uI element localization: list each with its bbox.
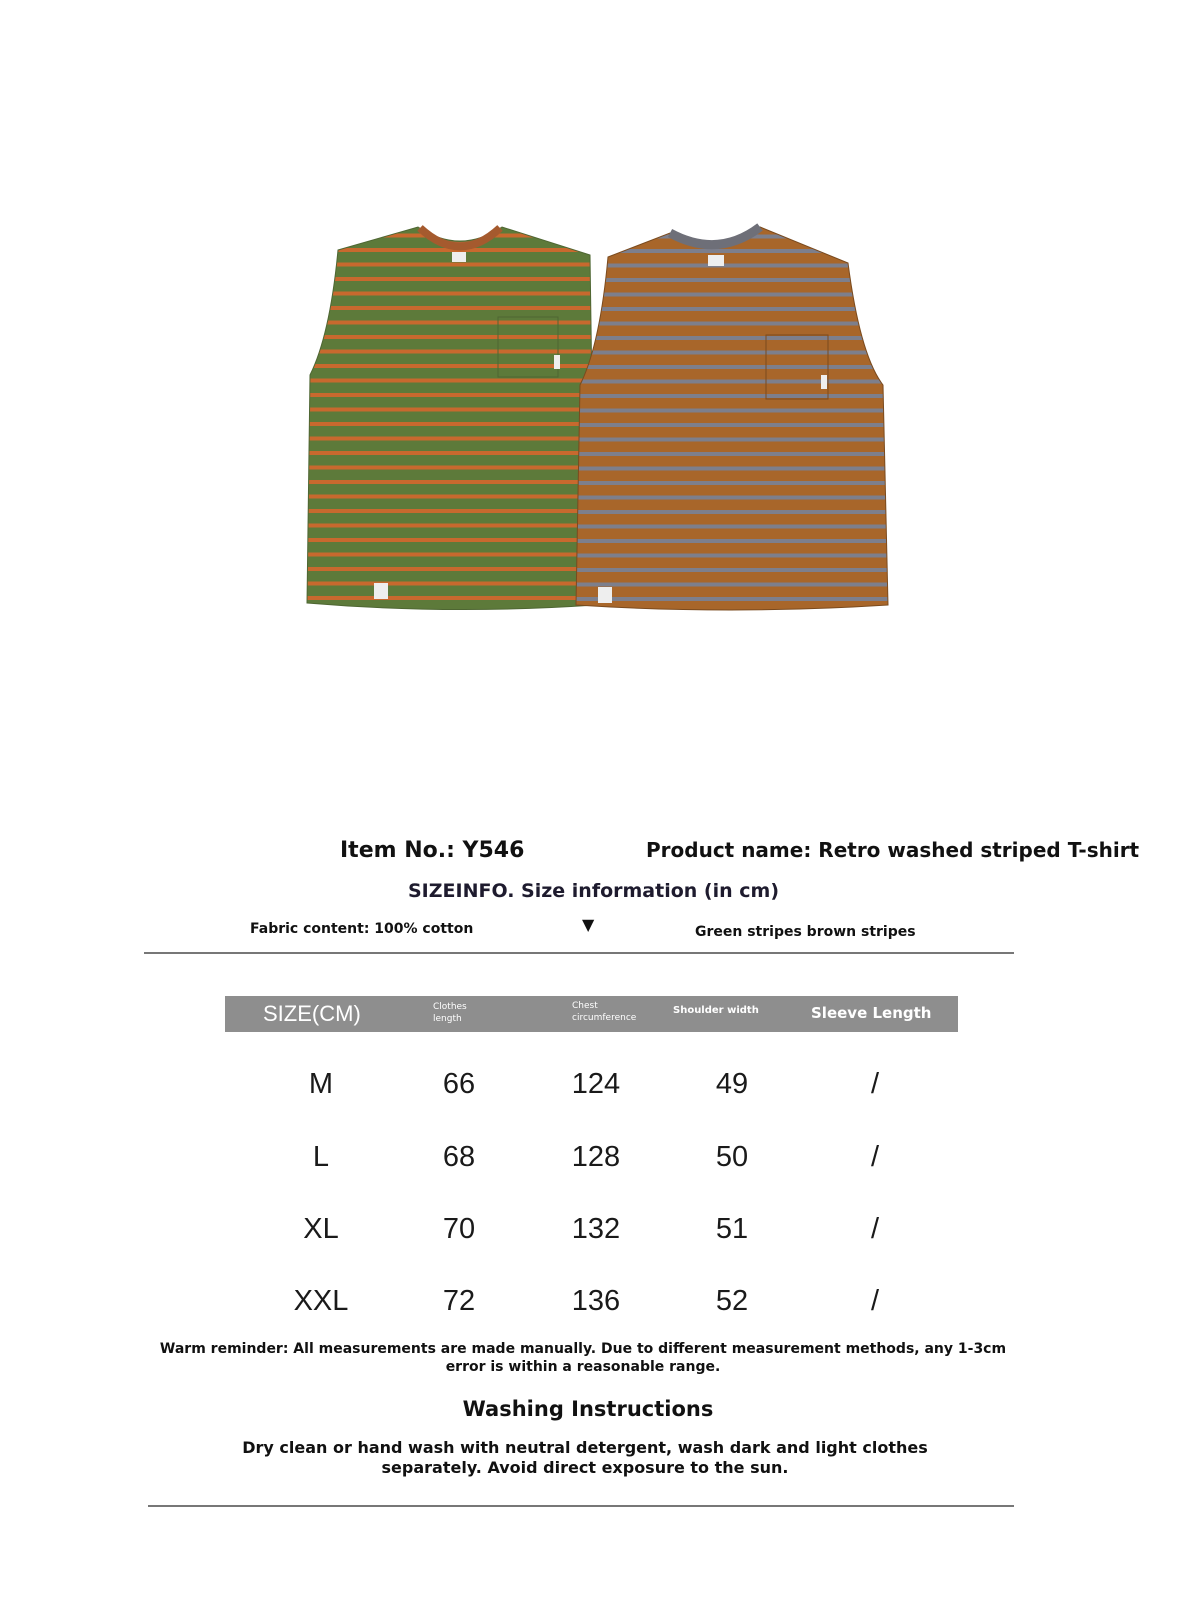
chest-cell: 128: [571, 1141, 621, 1173]
table-row: [225, 1141, 958, 1181]
length-cell: 68: [442, 1141, 476, 1173]
header-sleeve-length: Sleeve Length: [811, 1004, 932, 1022]
header-size: SIZE(CM): [263, 1001, 361, 1026]
table-row: [225, 1213, 958, 1253]
shoulder-cell: 50: [715, 1141, 749, 1173]
item-number: Item No.: Y546: [340, 838, 525, 863]
size-info-title: SIZEINFO. Size information (in cm): [408, 880, 780, 902]
header-chest-circumference: Chest circumference: [572, 1001, 637, 1023]
sleeve-cell: /: [870, 1141, 880, 1173]
fabric-content: Fabric content: 100% cotton: [250, 921, 474, 937]
size-cell: XXL: [293, 1285, 349, 1317]
warm-reminder: Warm reminder: All measurements are made manually. Due to different measurement methods, any 1-3cm error is within a reasonable range.: [159, 1341, 1007, 1375]
chest-pocket: [766, 335, 828, 399]
washing-instructions-title: Washing Instructions: [462, 1397, 714, 1421]
down-arrow-icon: ▼: [582, 915, 595, 934]
size-cell: XL: [303, 1213, 339, 1245]
sleeve-cell: /: [870, 1213, 880, 1245]
sleeve-cell: /: [870, 1285, 880, 1317]
sleeve-cell: /: [870, 1068, 880, 1100]
hem-label: [374, 583, 388, 599]
table-row: [225, 1285, 958, 1325]
brown-striped-tshirt: [576, 227, 888, 610]
size-table-header: [225, 996, 958, 1032]
chest-cell: 124: [571, 1068, 621, 1100]
product-photo: [290, 215, 910, 620]
hem-label: [598, 587, 612, 603]
header-clothes-length: Clothes length: [433, 1002, 467, 1024]
color-options: Green stripes brown stripes: [695, 924, 916, 940]
length-cell: 70: [442, 1213, 476, 1245]
neck-label: [708, 255, 724, 266]
neck-label: [452, 252, 466, 262]
product-name: Product name: Retro washed striped T-shirt: [646, 838, 1140, 862]
divider: [148, 1505, 1014, 1507]
shoulder-cell: 52: [715, 1285, 749, 1317]
length-cell: 72: [442, 1285, 476, 1317]
shoulder-cell: 49: [715, 1068, 749, 1100]
table-row: [225, 1068, 958, 1108]
shoulder-cell: 51: [715, 1213, 749, 1245]
length-cell: 66: [442, 1068, 476, 1100]
chest-cell: 132: [571, 1213, 621, 1245]
chest-pocket: [498, 317, 558, 377]
chest-cell: 136: [571, 1285, 621, 1317]
green-striped-tshirt: [307, 227, 595, 610]
size-cell: L: [312, 1141, 330, 1173]
size-cell: M: [308, 1068, 334, 1100]
divider: [144, 952, 1014, 954]
washing-instructions-text: Dry clean or hand wash with neutral detergent, wash dark and light clothes separately. Avoid direct exposure to the sun.: [242, 1438, 928, 1477]
header-shoulder-width: Shoulder width: [673, 1005, 759, 1016]
